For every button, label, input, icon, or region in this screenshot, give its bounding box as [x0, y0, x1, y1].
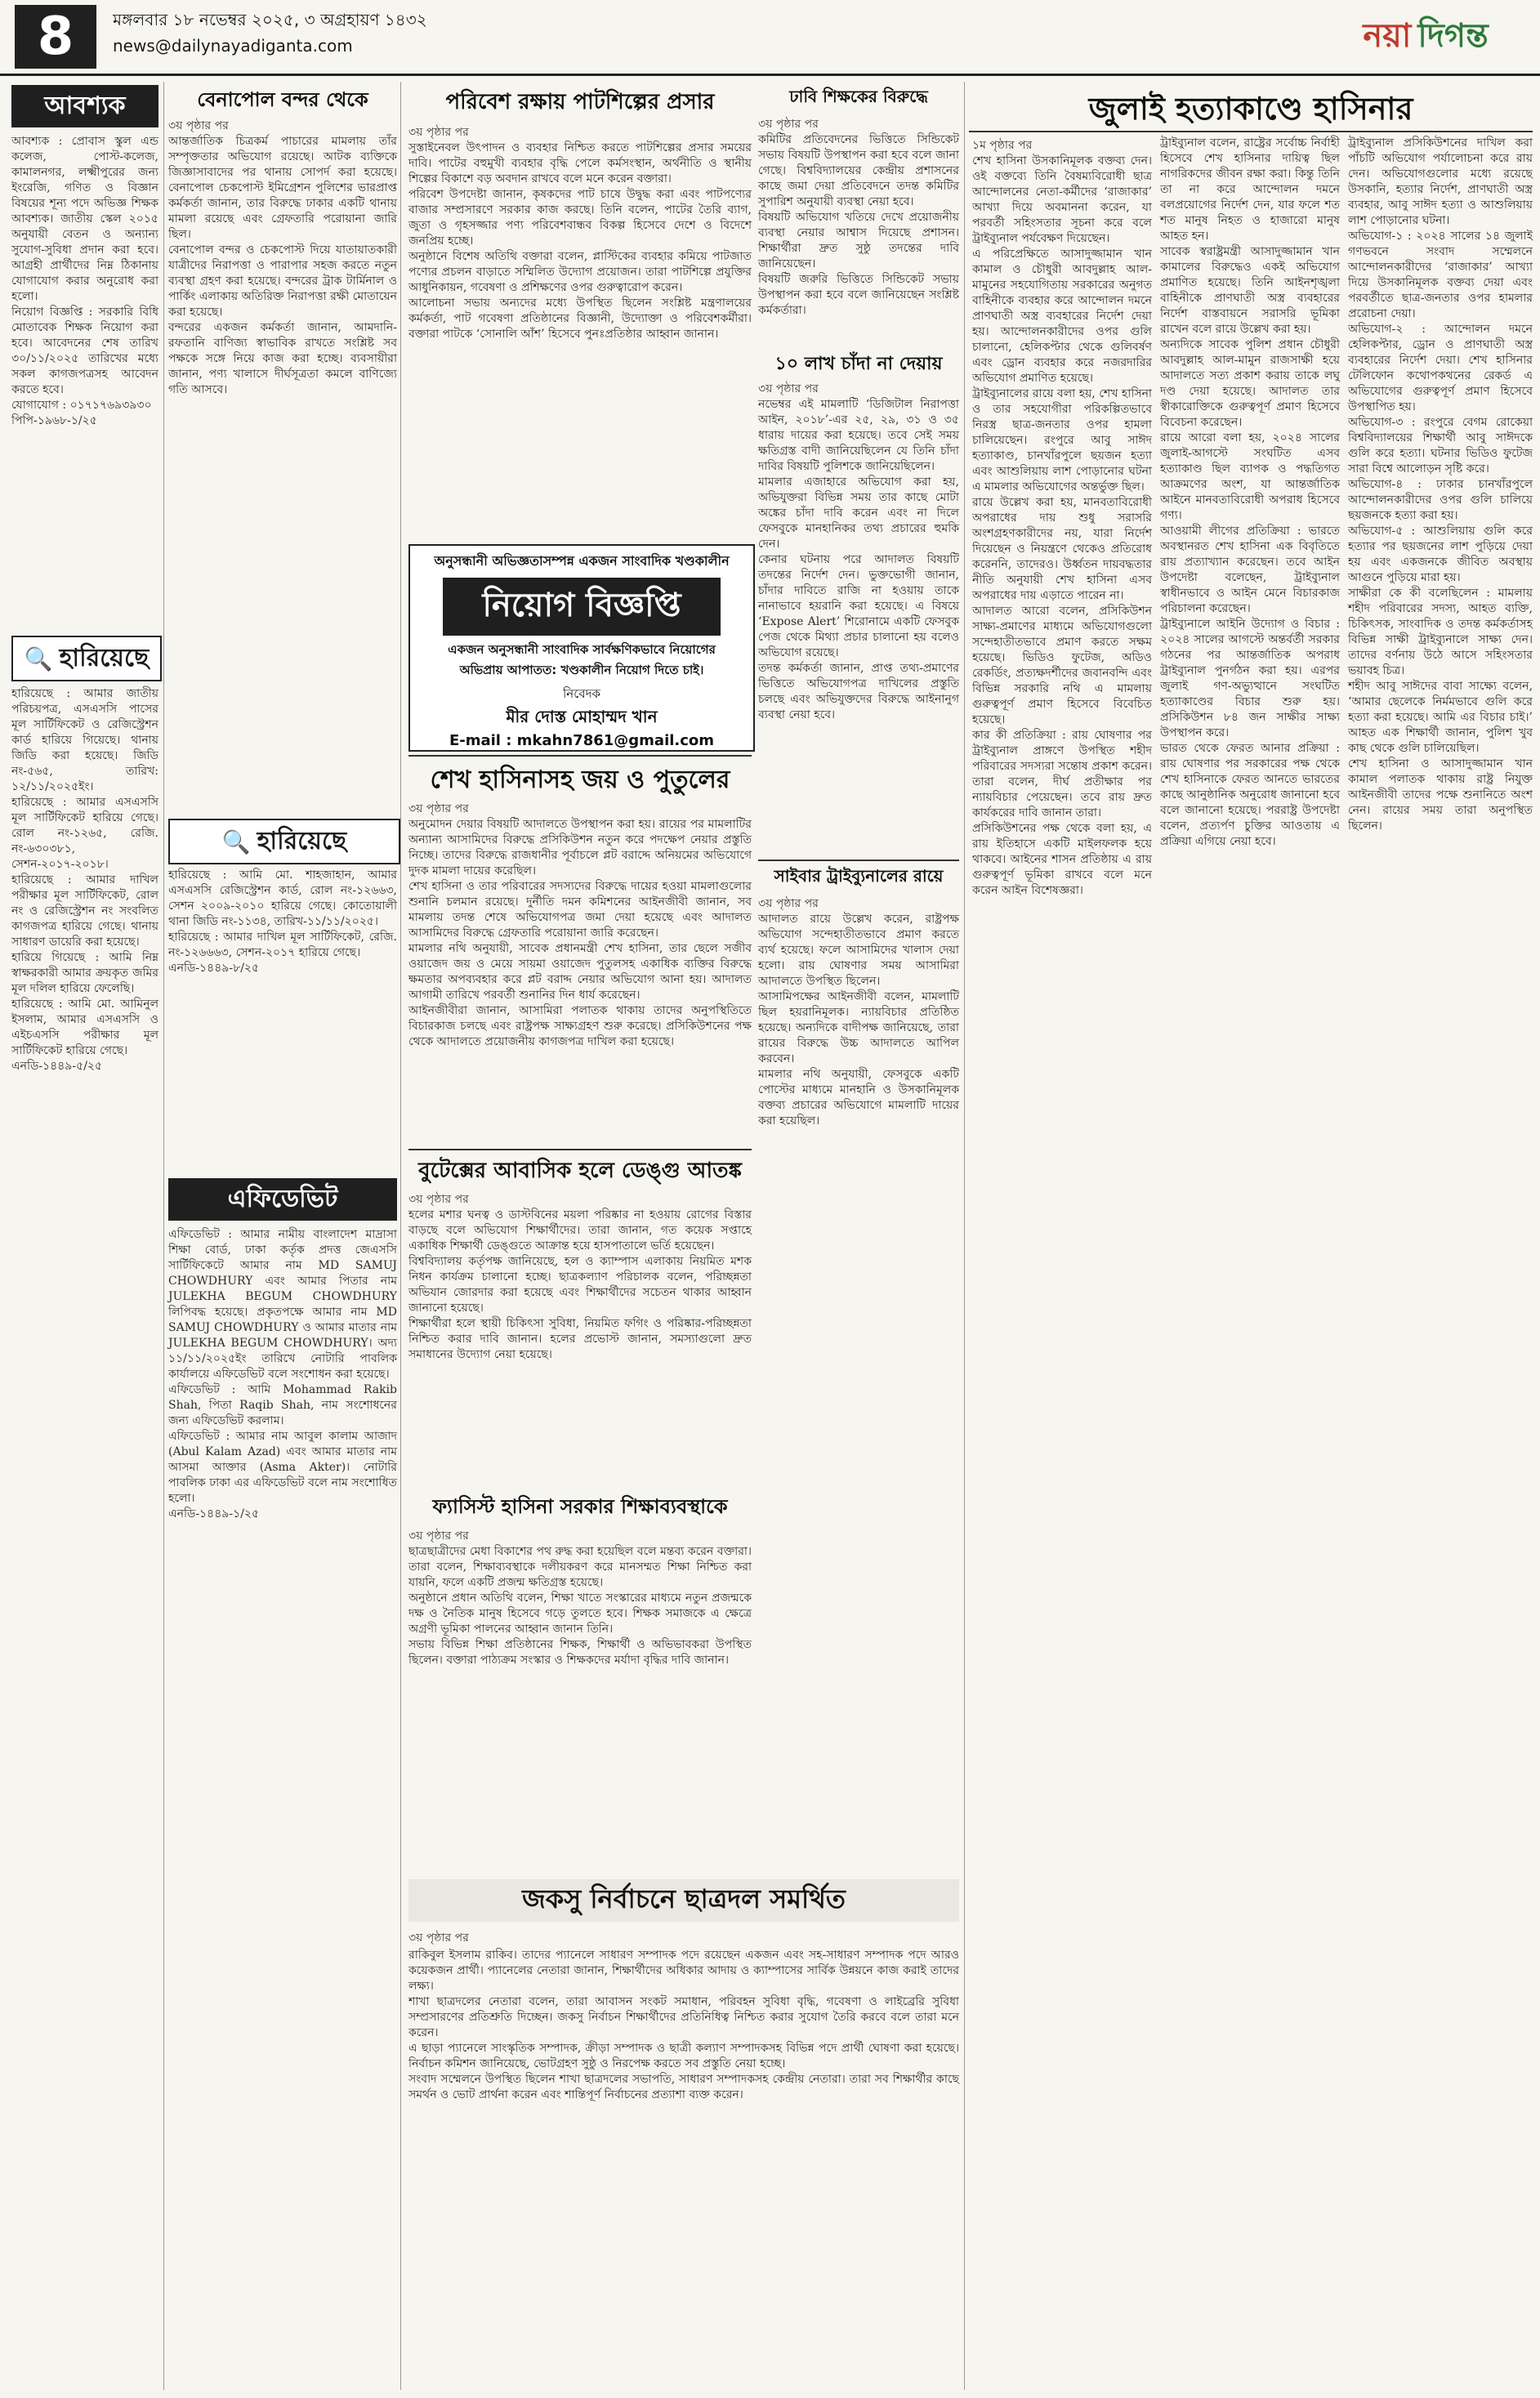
- ten-lakh-continued: ৩য় পৃষ্ঠার পর: [758, 382, 819, 395]
- job-ad-line1: একজন অনুসন্ধানী সাংবাদিক সার্বক্ষণিকভাবে নিয়োগের: [448, 642, 716, 657]
- section-rule: [758, 860, 959, 861]
- benapole-headline: বেনাপোল বন্দর থেকে: [197, 88, 368, 111]
- dengue-continued: ৩য় পৃষ্ঠার পর: [408, 1193, 469, 1206]
- job-ad-title: নিয়োগ বিজ্ঞপ্তি: [443, 578, 721, 636]
- cyber-body: আদালত রায়ে উল্লেখ করেন, রাষ্ট্রপক্ষ অভিযোগ সন্দেহাতীতভাবে প্রমাণ করতে ব্যর্থ হয়েছে। ফলে আসামিদের খালাস দেয়া হলো। রায় ঘোষণার সময় আসামিরা আদালতে উপস্থিত ছিলেন। আসামিপক্ষের আইনজীবী বলেন, মামলাটি ছিল হয়রানিমূলক। ন্যায়বিচার প্রতিষ্ঠিত হয়েছে। অন্যদিকে বাদীপক্ষ জানিয়েছে, তারা রায়ের বিরুদ্ধে উচ্চ আদালতে আপিল করবেন। মামলার নথি অনুযায়ী, ফেসবুকে একটি পোস্টের মাধ্যমে মানহানি ও উসকানিমূলক বক্তব্য প্রচারের অভিযোগে মামলাটি দায়ের করা হয়েছিল।: [758, 913, 959, 1128]
- benapole-body: আন্তর্জাতিক চিত্রকর্ম পাচারের মামলায় তাঁর সম্পৃক্ততার অভিযোগ রয়েছে। আটক ব্যক্তিকে জিজ্ঞাসাবাদের পর থানায় সোপর্দ করা হয়েছে। বেনাপোল চেকপোস্ট ইমিগ্রেশন পুলিশের ভারপ্রাপ্ত কর্মকর্তা জানান, তার বিরুদ্ধে ঢাকার একটি থানায় মামলা রয়েছে এবং গ্রেফতারি পরোয়ানা জারি ছিল। বেনাপোল বন্দর ও চেকপোস্ট দিয়ে যাতায়াতকারী যাত্রীদের নিরাপত্তা ও পারাপার সহজ করতে নতুন ব্যবস্থা গ্রহণ করা হয়েছে। বন্দরের ট্রাক টার্মিনাল ও পার্কিং এলাকায় অতিরিক্ত নিরাপত্তা রক্ষী মোতায়েন করা হয়েছে। বন্দরের একজন কর্মকর্তা জানান, আমদানি-রফতানি বাণিজ্য স্বাভাবিক রাখতে সংশ্লিষ্ট সব পক্ষকে সঙ্গে নিয়ে কাজ করা হচ্ছে। ব্যবসায়ীরা জানান, পণ্য খালাসে দীর্ঘসূত্রতা কমলে বাণিজ্যে গতি আসবে।: [168, 135, 397, 396]
- masthead-part1: নয়া: [1363, 16, 1412, 55]
- section-needed-title: আবশ্যক: [11, 85, 158, 127]
- hasina-plot-body: অনুমোদন দেয়ার বিষয়টি আদালতে উপস্থাপন করা হয়। রায়ের পর মামলাটির অন্যান্য আসামিদের বিরুদ্ধে প্রসিকিউশন নতুন করে পদক্ষেপ নেয়ার প্রস্তুতি নিচ্ছে। তাদের বিরুদ্ধে রাজধানীর পূর্বাচলে প্লট বরাদ্দে অনিয়মের অভিযোগে দুদক মামলা দায়ের করেছিল। শেখ হাসিনা ও তার পরিবারের সদস্যদের বিরুদ্ধে দায়ের হওয়া মামলাগুলোর শুনানি চলমান রয়েছে। দুর্নীতি দমন কমিশনের আইনজীবী জানান, সব মামলায় তদন্ত শেষে অভিযোগপত্র জমা দেয়া হয়েছে এবং আদালত আসামিদের বিরুদ্ধে গ্রেফতারি পরোয়ানা জারি করেছেন। মামলার নথি অনুযায়ী, সাবেক প্রধানমন্ত্রী শেখ হাসিনা, তার ছেলে সজীব ওয়াজেদ জয় ও মেয়ে সায়মা ওয়াজেদ পুতুলসহ একাধিক ব্যক্তির বিরুদ্ধে ক্ষমতার অপব্যবহার করে প্লট বরাদ্দ নেয়ার অভিযোগ আনা হয়। আদালত আগামী তারিখে পরবর্তী শুনানির দিন ধার্য করেছেন। আইনজীবীরা জানান, আসামিরা পলাতক থাকায় তাদের অনুপস্থিতিতে বিচারকাজ চলছে এবং রাষ্ট্রপক্ষ সাক্ষ্যগ্রহণ শুরু করেছে। প্রসিকিউশনের পক্ষ থেকে আদালতে প্রয়োজনীয় কাগজপত্র দাখিল করা হয়েছে।: [408, 818, 752, 1048]
- hasina-plot-headline: শেখ হাসিনাসহ জয় ও পুতুলের: [430, 766, 730, 794]
- masthead-logo[interactable]: [1324, 3, 1528, 70]
- job-ad-box: [408, 544, 755, 752]
- affidavit-text: এফিডেভিট : আমার নামীয় বাংলাদেশ মাদ্রাসা শিক্ষা বোর্ড, ঢাকা কর্তৃক প্রদত্ত জেএসসি সার্টিফিকেটে আমার নাম MD SAMUJ CHOWDHURY এবং আমার পিতার নাম JULEKHA BEGUM CHOWDHURY লিপিবদ্ধ হয়েছে। প্রকৃতপক্ষে আমার নাম MD SAMUJ CHOWDHURY ও আমার মাতার নাম JULEKHA BEGUM CHOWDHURY। অদ্য ১১/১১/২০২৫ইং তারিখে নোটারি পাবলিক কার্যালয়ে এফিডেভিট বলে সংশোধন করা হয়েছে। এফিডেভিট : আমি Mohammad Rakib Shah, পিতা Raqib Shah, নাম সংশোধনের জন্য এফিডেভিট করলাম। এফিডেভিট : আমার নাম আবুল কালাম আজাদ (Abul Kalam Azad) এবং আমার মাতার নাম আসমা আক্তার (Asma Akter)। নোটারি পাবলিক ঢাকা এর এফিডেভিট বলে নাম সংশোধিত হলো। এনডি-১৪৪৯-১/২৫: [168, 1228, 397, 1521]
- section-rule: [408, 1149, 752, 1150]
- lost-text: হারিয়েছে : আমার জাতীয় পরিচয়পত্র, এসএসসি পাসের মূল সার্টিফিকেট ও রেজিস্ট্রেশন কার্ড হারিয়ে গিয়েছে। থানায় জিডি করা হয়েছে। জিডি নং-৫৬৫, তারিখ: ১২/১১/২০২৫ইং। হারিয়েছে : আমার এসএসসি মূল সার্টিফিকেট হারিয়ে গেছে। রোল নং-১২৬৫, রেজি. নং-৬৩০৩৮১, সেশন-২০১৭-২০১৮। হারিয়েছে : আমার দাখিল পরীক্ষার মূল সার্টিফিকেট, রোল নং ও রেজিস্ট্রেশন নং সংবলিত কাগজপত্র হারিয়ে গেছে। থানায় সাধারণ ডায়েরি করা হয়েছে। হারিয়ে গিয়েছে : আমি নিম্ন স্বাক্ষরকারী আমার ক্রয়কৃত জমির মূল দলিল হারিয়ে ফেলেছি। হারিয়েছে : আমি মো. আমিনুল ইসলাম, আমার এসএসসি ও এইচএসসি পরীক্ষার মূল সার্টিফিকেট হারিয়ে গেছে। এনডি-১৪৪৯-৫/২৫: [11, 687, 158, 1073]
- column-divider: [964, 82, 965, 2390]
- job-ad-nibedok: নিবেদক: [563, 686, 600, 701]
- job-ad-name: মীর দোস্ত মোহাম্মদ খান: [506, 707, 658, 726]
- jakshu-continued: ৩য় পৃষ্ঠার পর: [408, 1931, 469, 1945]
- dhaka-univ-headline: ঢাবি শিক্ষকের বিরুদ্ধে: [789, 87, 928, 106]
- july-body-col1: শেখ হাসিনা উসকানিমূলক বক্তব্য দেন। ওই বক্তব্যে তিনি বৈষম্যবিরোধী ছাত্র আন্দোলনের নেতা-কর্মীদের ‘রাজাকার’ আখ্যা দিয়ে অবমাননা করেন, যা পরবর্তী সহিংসতার সূচনা করে বলে ট্রাইব্যুনাল পর্যবেক্ষণ দিয়েছেন। এ পরিপ্রেক্ষিতে আসাদুজ্জামান খান কামাল ও চৌধুরী আবদুল্লাহ আল-মামুনের সহযোগিতায় সরকারের অনুগত বাহিনীকে ব্যবহার করে আন্দোলন দমনে প্রাণঘাতী অস্ত্র ব্যবহারের নির্দেশ দেয়া হয়। আন্দোলনকারীদের ওপর গুলি চালানো, হেলিকপ্টার থেকে গুলিবর্ষণ এবং ড্রোন ব্যবহার করে নজরদারির অভিযোগ প্রমাণিত হয়েছে। ট্রাইব্যুনালের রায়ে বলা হয়, শেখ হাসিনা ও তার সহযোগীরা পরিকল্পিতভাবে নিরস্ত্র ছাত্র-জনতার ওপর হামলা চালিয়েছেন। রংপুরে আবু সাঈদ হত্যাকাণ্ড, চানখাঁরপুলে ছয়জন হত্যা এবং আশুলিয়ায় লাশ পোড়ানোর ঘটনা এ মামলার অভিযোগের অন্তর্ভুক্ত ছিল। রায়ে উল্লেখ করা হয়, মানবতাবিরোধী অপরাধের দায় শুধু সরাসরি অংশগ্রহণকারীদের নয়, যারা নির্দেশ দিয়েছেন ও নিয়ন্ত্রণে থেকেও প্রতিরোধ করেননি, তাদেরও। উর্ধ্বতন দায়বদ্ধতার নীতি অনুযায়ী শেখ হাসিনা এসব অপরাধের দায় এড়াতে পারেন না। আদালত আরো বলেন, প্রসিকিউশন সাক্ষ্য-প্রমাণের মাধ্যমে অভিযোগগুলো সন্দেহাতীতভাবে প্রমাণ করতে সক্ষম হয়েছে। ভিডিও ফুটেজ, অডিও রেকর্ডিং, প্রত্যক্ষদর্শীদের জবানবন্দি এবং বিভিন্ন সরকারি নথি এ মামলায় গুরুত্বপূর্ণ প্রমাণ হিসেবে বিবেচিত হয়েছে। কার কী প্রতিক্রিয়া : রায় ঘোষণার পর ট্রাইব্যুনাল প্রাঙ্গণে উপস্থিত শহীদ পরিবারের সদস্যরা সন্তোষ প্রকাশ করেন। তারা বলেন, দীর্ঘ প্রতীক্ষার পর ন্যায়বিচার পেয়েছেন। তবে রায় দ্রুত কার্যকরের দাবি জানান তারা। প্রসিকিউশনের পক্ষ থেকে বলা হয়, এ রায় ইতিহাসে একটি মাইলফলক হয়ে থাকবে। আইনের শাসন প্রতিষ্ঠায় এ রায় গুরুত্বপূর্ণ ভূমিকা রাখবে বলে মনে করেন আইন বিশেষজ্ঞরা।: [972, 154, 1152, 897]
- cyber-continued: ৩য় পৃষ্ঠার পর: [758, 897, 819, 910]
- magnifier-icon: 🔍: [24, 645, 53, 672]
- jakshu-body: রাকিবুল ইসলাম রাকিব। তাদের প্যানেলে সাধারণ সম্পাদক পদে রয়েছেন একজন এবং সহ-সাধারণ সম্পাদক পদে আরও কয়েকজন প্রার্থী। প্যানেলের নেতারা জানান, শিক্ষার্থীদের অধিকার আদায় ও ক্যাম্পাসের সার্বিক উন্নয়নে কাজ করাই তাদের লক্ষ্য। শাখা ছাত্রদলের নেতারা বলেন, তারা আবাসন সংকট সমাধান, পরিবহন সুবিধা বৃদ্ধি, গবেষণা ও লাইব্রেরি সুবিধা সম্প্রসারণের প্রতিশ্রুতি দিচ্ছেন। জকসু নির্বাচন শিক্ষার্থীদের প্রতিনিধিত্ব নিশ্চিত করার সুযোগ তৈরি করবে বলে তারা মনে করেন। এ ছাড়া প্যানেলে সাংস্কৃতিক সম্পাদক, ক্রীড়া সম্পাদক ও ছাত্রী কল্যাণ সম্পাদকসহ বিভিন্ন পদে প্রার্থী ঘোষণা করা হয়েছে। নির্বাচন কমিশন জানিয়েছে, ভোটগ্রহণ সুষ্ঠু ও নিরপেক্ষ করতে সব প্রস্তুতি নেয়া হচ্ছে। সংবাদ সম্মেলনে উপস্থিত ছিলেন শাখা ছাত্রদলের সভাপতি, সাধারণ সম্পাদকসহ কেন্দ্রীয় নেতারা। তারা সব শিক্ষার্থীর কাছে সমর্থন ও ভোট প্রার্থনা করেন এবং শান্তিপূর্ণ নির্বাচনের প্রত্যাশা ব্যক্ত করেন।: [408, 1949, 959, 2101]
- dhaka-univ-body: কমিটির প্রতিবেদনের ভিত্তিতে সিন্ডিকেট সভায় বিষয়টি উপস্থাপন করা হবে বলে জানা গেছে। বিশ্ববিদ্যালয়ের কেন্দ্রীয় প্রশাসনের কাছে জমা দেয়া প্রতিবেদনে তদন্ত কমিটির সুপারিশ অনুযায়ী ব্যবস্থা নেয়া হবে। বিষয়টি অভিযোগ খতিয়ে দেখে প্রয়োজনীয় ব্যবস্থা নেয়ার আশ্বাস দিয়েছে প্রশাসন। শিক্ষার্থীরা দ্রুত সুষ্ঠু তদন্তের দাবি জানিয়েছেন। বিষয়টি জরুরি ভিত্তিতে সিন্ডিকেট সভায় উপস্থাপন করা হবে বলে জানিয়েছেন সংশ্লিষ্ট কর্মকর্তারা।: [758, 133, 959, 317]
- section-lost-title: [11, 636, 162, 681]
- dengue-headline: বুটেক্সের আবাসিক হলে ডেঙ্গু আতঙ্ক: [418, 1159, 742, 1183]
- july-body-col3: ট্রাইব্যুনাল প্রসিকিউশনের দাখিল করা পাঁচটি অভিযোগ পর্যালোচনা করে রায় দেন। অভিযোগগুলোর মধ্যে রয়েছে উসকানি, হত্যার নির্দেশ, প্রাণঘাতী অস্ত্র ব্যবহার, আবু সাঈদ হত্যা ও আশুলিয়ায় লাশ পোড়ানোর ঘটনা। অভিযোগ-১ : ২০২৪ সালের ১৪ জুলাই গণভবনে সংবাদ সম্মেলনে আন্দোলনকারীদের ‘রাজাকার’ আখ্যা দিয়ে উসকানিমূলক বক্তব্য দেয়া এবং পরবর্তীতে ছাত্র-জনতার ওপর হামলার প্ররোচনা দেয়া। অভিযোগ-২ : আন্দোলন দমনে হেলিকপ্টার, ড্রোন ও প্রাণঘাতী অস্ত্র ব্যবহারের নির্দেশ দেয়া। শেখ হাসিনার টেলিফোন কথোপকথনের রেকর্ড এ অভিযোগের গুরুত্বপূর্ণ প্রমাণ হিসেবে উপস্থাপিত হয়। অভিযোগ-৩ : রংপুরে বেগম রোকেয়া বিশ্ববিদ্যালয়ের শিক্ষার্থী আবু সাঈদকে গুলি করে হত্যা। ঘটনার ভিডিও ফুটেজ সারা বিশ্বে আলোড়ন সৃষ্টি করে। অভিযোগ-৪ : ঢাকার চানখাঁরপুলে আন্দোলনকারীদের ওপর গুলি চালিয়ে ছয়জনকে হত্যা করা হয়। অভিযোগ-৫ : আশুলিয়ায় গুলি করে হত্যার পর ছয়জনের লাশ পুড়িয়ে দেয়া হয় এবং একজনকে জীবিত অবস্থায় আগুনে পুড়িয়ে মারা হয়। সাক্ষীরা কে কী বলেছিলেন : মামলায় শহীদ পরিবারের সদস্য, আহত ব্যক্তি, চিকিৎসক, সাংবাদিক ও তদন্ত কর্মকর্তাসহ বিভিন্ন সাক্ষী ট্রাইব্যুনালে সাক্ষ্য দেন। তাদের বর্ণনায় উঠে আসে সহিংসতার ভয়াবহ চিত্র। শহীদ আবু সাঈদের বাবা সাক্ষ্যে বলেন, ‘আমার ছেলেকে নির্মমভাবে গুলি করে হত্যা করা হয়েছে। আমি এর বিচার চাই।’ আহত এক শিক্ষার্থী জানান, পুলিশ খুব কাছ থেকে গুলি চালিয়েছিল। শেখ হাসিনা ও আসাদুজ্জামান খান কামাল পলাতক থাকায় রাষ্ট্র নিযুক্ত আইনজীবী তাদের পক্ষে শুনানিতে অংশ নেন। রায়ের সময় তারা অনুপস্থিত ছিলেন।: [1348, 136, 1533, 833]
- jute-body: সুস্তাইনেবল উৎপাদন ও ব্যবহার নিশ্চিত করতে পাটশিল্পের প্রসার সময়ের দাবি। পাটের বহুমুখী ব্যবহার বৃদ্ধি পেলে কর্মসংস্থান, অর্থনীতি ও স্থানীয় শিল্পের বিকাশে বড় অবদান রাখবে বলে মনে করেন বক্তারা। পরিবেশ উপদেষ্টা জানান, কৃষকদের পাট চাষে উদ্বুদ্ধ করা এবং পাটপণ্যের বাজার সম্প্রসারণে সরকার কাজ করছে। তিনি বলেন, পাটের তৈরি ব্যাগ, জুতা ও গৃহসজ্জার পণ্য পরিবেশবান্ধব বিকল্প হিসেবে দেশে ও বিদেশে জনপ্রিয় হচ্ছে। অনুষ্ঠানে বিশেষ অতিথি বক্তারা বলেন, প্লাস্টিকের ব্যবহার কমিয়ে পাটজাত পণ্যের প্রচলন বাড়াতে সম্মিলিত উদ্যোগ প্রয়োজন। তারা পাটশিল্পে প্রযুক্তির আধুনিকায়ন, গবেষণা ও প্রশিক্ষণের ওপর গুরুত্বারোপ করেন। আলোচনা সভায় অন্যদের মধ্যে উপস্থিত ছিলেন সংশ্লিষ্ট মন্ত্রণালয়ের কর্মকর্তা, পাট গবেষণা প্রতিষ্ঠানের বিজ্ঞানী, উদ্যোক্তা ও পরিবেশকর্মীরা। বক্তারা পাটকে ‘সোনালি আঁশ’ হিসেবে পুনঃপ্রতিষ্ঠার আহ্বান জানান।: [408, 141, 752, 341]
- section-rule: [408, 755, 752, 757]
- jute-headline: পরিবেশ রক্ষায় পাটশিল্পের প্রসার: [445, 90, 715, 114]
- fascist-headline: ফ্যাসিস্ট হাসিনা সরকার শিক্ষাব্যবস্থাকে: [432, 1495, 728, 1518]
- july-body-col2: ট্রাইব্যুনাল বলেন, রাষ্ট্রের সর্বোচ্চ নির্বাহী হিসেবে শেখ হাসিনার দায়িত্ব ছিল নাগরিকদের জীবন রক্ষা করা। কিন্তু তিনি তা না করে আন্দোলন দমনে বলপ্রয়োগের নির্দেশ দেন, যার ফলে শত শত মানুষ নিহত ও হাজারো মানুষ আহত হন। সাবেক স্বরাষ্ট্রমন্ত্রী আসাদুজ্জামান খান কামালের বিরুদ্ধেও একই অভিযোগ প্রমাণিত হয়েছে। তিনি আইনশৃঙ্খলা বাহিনীকে প্রাণঘাতী অস্ত্র ব্যবহারের নির্দেশ বাস্তবায়নে সরাসরি ভূমিকা রাখেন বলে রায়ে উল্লেখ করা হয়। অন্যদিকে সাবেক পুলিশ প্রধান চৌধুরী আবদুল্লাহ আল-মামুন রাজসাক্ষী হয়ে আদালতে সত্য প্রকাশ করায় তাকে লঘু দণ্ড দেয়া হয়েছে। আদালত তার স্বীকারোক্তিকে গুরুত্বপূর্ণ প্রমাণ হিসেবে বিবেচনা করেছেন। রায়ে আরো বলা হয়, ২০২৪ সালের জুলাই-আগস্টে সংঘটিত এসব হত্যাকাণ্ড ছিল ব্যাপক ও পদ্ধতিগত আক্রমণের অংশ, যা আন্তর্জাতিক আইনে মানবতাবিরোধী অপরাধ হিসেবে গণ্য। আওয়ামী লীগের প্রতিক্রিয়া : ভারতে অবস্থানরত শেখ হাসিনা এক বিবৃতিতে রায় প্রত্যাখ্যান করেছেন। তবে আইন উপদেষ্টা বলেছেন, ট্রাইব্যুনাল স্বাধীনভাবে ও আইন মেনে বিচারকাজ পরিচালনা করেছেন। ট্রাইব্যুনালে আইনি উদ্যোগ ও বিচার : ২০২৪ সালের আগস্টে অন্তর্বর্তী সরকার গঠনের পর আন্তর্জাতিক অপরাধ ট্রাইব্যুনাল পুনর্গঠন করা হয়। এরপর জুলাই গণ-অভ্যুত্থানে সংঘটিত হত্যাকাণ্ডের বিচার শুরু হয়। প্রসিকিউশন ৮৪ জন সাক্ষীর সাক্ষ্য উপস্থাপন করে। ভারত থেকে ফেরত আনার প্রক্রিয়া : রায় ঘোষণার পর সরকারের পক্ষ থেকে শেখ হাসিনাকে ফেরত আনতে ভারতের কাছে আনুষ্ঠানিক অনুরোধ জানানো হবে বলে জানানো হয়েছে। পররাষ্ট্র উপদেষ্টা বলেন, প্রত্যর্পণ চুক্তির আওতায় এ প্রক্রিয়া এগিয়ে নেয়া হবে।: [1160, 136, 1340, 848]
- benapole-continued: ৩য় পৃষ্ঠার পর: [168, 119, 229, 132]
- section-rule: [969, 131, 1533, 132]
- ten-lakh-body: নভেম্বর এই মামলাটি ‘ডিজিটাল নিরাপত্তা আইন, ২০১৮’-এর ২৫, ২৯, ৩১ ও ৩৫ ধারায় দায়ের করা হয়েছে। তবে সেই সময় ক্ষতিগ্রস্ত বাদী জানিয়েছিলেন যে তিনি চাঁদা দাবির বিষয়টি পুলিশকে জানিয়েছিলেন। মামলার এজাহারে অভিযোগ করা হয়, অভিযুক্তরা বিভিন্ন সময় তার কাছে মোটা অঙ্কের চাঁদা দাবি করেন এবং না দিলে ফেসবুকে মানহানিকর তথ্য প্রচারের হুমকি দেন। কেনার ঘটনায় পরে আদালত বিষয়টি তদন্তের নির্দেশ দেন। ভুক্তভোগী জানান, চাঁদার দাবিতে রাজি না হওয়ায় তাকে নানাভাবে হয়রানি করা হয়েছে। এ বিষয়ে ‘Expose Alert’ শিরোনামে একটি ফেসবুক পেজ থেকে মিথ্যা প্রচার চালানো হয় বলেও অভিযোগ রয়েছে। তদন্ত কর্মকর্তা জানান, প্রাপ্ত তথ্য-প্রমাণের ভিত্তিতে অভিযোগপত্র দাখিলের প্রস্তুতি চলছে এবং অভিযুক্তদের বিরুদ্ধে আইনানুগ ব্যবস্থা নেয়া হবে।: [758, 398, 959, 721]
- fascist-continued: ৩য় পৃষ্ঠার পর: [408, 1529, 469, 1543]
- lost2-title-text: হারিয়েছে: [257, 826, 347, 855]
- july-continued: ১ম পৃষ্ঠার পর: [972, 139, 1033, 152]
- section-affidavit-title: এফিডেভিট: [168, 1178, 397, 1221]
- date-line: মঙ্গলবার ১৮ নভেম্বর ২০২৫, ৩ অগ্রহায়ণ ১৪৩২: [113, 10, 427, 29]
- jakshu-headline: জকসু নির্বাচনে ছাত্রদল সমর্থিত: [408, 1879, 959, 1922]
- column-divider: [163, 82, 164, 2390]
- email-link[interactable]: news@dailynayadiganta.com: [113, 36, 353, 56]
- section-lost2-title: [168, 819, 400, 864]
- magnifier-icon: 🔍: [221, 828, 251, 855]
- column-divider: [400, 82, 401, 2390]
- page-number: 8: [15, 5, 96, 69]
- jute-continued: ৩য় পৃষ্ঠার পর: [408, 126, 469, 139]
- masthead-part2: দিগন্ত: [1417, 16, 1489, 55]
- cyber-headline: সাইবার ট্রাইব্যুনালের রায়ে: [774, 866, 944, 886]
- job-ad-top-line: অনুসন্ধানী অভিজ্ঞতাসম্পন্ন একজন সাংবাদিক খণ্ডকালীন: [434, 553, 730, 569]
- dengue-body: হলের মশার ঘনত্ব ও ডাস্টবিনের ময়লা পরিষ্কার না হওয়ায় রোগের বিস্তার বাড়ছে বলে অভিযোগ শিক্ষার্থীদের। তারা জানান, গত কয়েক সপ্তাহে একাধিক শিক্ষার্থী ডেঙ্গুতে আক্রান্ত হয়ে হাসপাতালে ভর্তি হয়েছেন। বিশ্ববিদ্যালয় কর্তৃপক্ষ জানিয়েছে, হল ও ক্যাম্পাস এলাকায় নিয়মিত মশক নিধন কার্যক্রম চালানো হচ্ছে। ছাত্রকল্যাণ পরিচালক বলেন, পরিচ্ছন্নতা অভিযান জোরদার করা হয়েছে এবং শিক্ষার্থীদের সচেতন থাকার আহ্বান জানানো হয়েছে। শিক্ষার্থীরা হলে স্থায়ী চিকিৎসা সুবিধা, নিয়মিত ফগিং ও পরিষ্কার-পরিচ্ছন্নতা নিশ্চিত করার দাবি জানান। হলের প্রভোস্ট জানান, সমস্যাগুলো দ্রুত সমাধানের উদ্যোগ নেয়া হয়েছে।: [408, 1208, 752, 1361]
- lost2-text: হারিয়েছে : আমি মো. শাহজাহান, আমার এসএসসি রেজিস্ট্রেশন কার্ড, রোল নং-১২৬৬৩, সেশন ২০০৯-২০১০ হারিয়ে গেছে। কোতোয়ালী থানা জিডি নং-১১৩৪, তারিখ-১১/১১/২০২৫। হারিয়েছে : আমার দাখিল মূল সার্টিফিকেট, রেজি. নং-১২৬৬৬৩, সেশন-২০১৭ হারিয়ে গেছে। এনডি-১৪৪৯-৮/২৫: [168, 869, 397, 975]
- ten-lakh-headline: ১০ লাখ চাঁদা না দেয়ায়: [774, 354, 943, 374]
- header-rule: [0, 74, 1540, 76]
- lost-title-text: হারিয়েছে: [59, 643, 150, 672]
- dhaka-univ-continued: ৩য় পৃষ্ঠার পর: [758, 118, 819, 131]
- job-ad-email[interactable]: E-mail : mkahn7861@gmail.com: [449, 732, 715, 749]
- fascist-body: ছাত্রছাত্রীদের মেধা বিকাশের পথ রুদ্ধ করা হয়েছিল বলে মন্তব্য করেন বক্তারা। তারা বলেন, শিক্ষাব্যবস্থাকে দলীয়করণ করে মানসম্মত শিক্ষা নিশ্চিত করা যায়নি, ফলে একটি প্রজন্ম ক্ষতিগ্রস্ত হয়েছে। অনুষ্ঠানে প্রধান অতিথি বলেন, শিক্ষা খাতে সংস্কারের মাধ্যমে নতুন প্রজন্মকে দক্ষ ও নৈতিক মানুষ হিসেবে গড়ে তুলতে হবে। শিক্ষক সমাজকে এ ক্ষেত্রে অগ্রণী ভূমিকা পালনের আহ্বান জানান তিনি। সভায় বিভিন্ন শিক্ষা প্রতিষ্ঠানের শিক্ষক, শিক্ষার্থী ও অভিভাবকরা উপস্থিত ছিলেন। বক্তারা পাঠ্যক্রম সংস্কার ও শিক্ষকদের মর্যাদা বৃদ্ধির দাবি জানান।: [408, 1545, 752, 1667]
- job-ad-line2: অভিপ্রায় আপাতত: খণ্ডকালীন নিয়োগ দিতে চাই।: [459, 663, 704, 677]
- hasina-plot-continued: ৩য় পৃষ্ঠার পর: [408, 802, 469, 815]
- july-headline: জুলাই হত্যাকাণ্ডে হাসিনার: [1088, 91, 1413, 127]
- needed-text: আবশ্যক : প্রোবাস স্কুল এন্ড কলেজ, পোস্ট-কলেজ, কামালনগর, লক্ষ্মীপুরের জন্য ইংরেজি, গণিত ও বিজ্ঞান বিষয়ের শূন্য পদে অভিজ্ঞ শিক্ষক আবশ্যক। জাতীয় স্কেল ২০১৫ অনুযায়ী বেতন ও অন্যান্য সুযোগ-সুবিধা প্রদান করা হবে। আগ্রহী প্রার্থীদের নিম্ন ঠিকানায় যোগাযোগ করার অনুরোধ করা হলো। নিয়োগ বিজ্ঞপ্তি : সরকারি বিধি মোতাবেক শিক্ষক নিয়োগ করা হবে। আবেদনের শেষ তারিখ ৩০/১১/২০২৫ তারিখের মধ্যে সকল কাগজপত্রসহ আবেদন করতে হবে। যোগাযোগ : ০১৭১৭৬৯৩৯৩০ পিপি-১৯৬৮-১/২৫: [11, 135, 158, 427]
